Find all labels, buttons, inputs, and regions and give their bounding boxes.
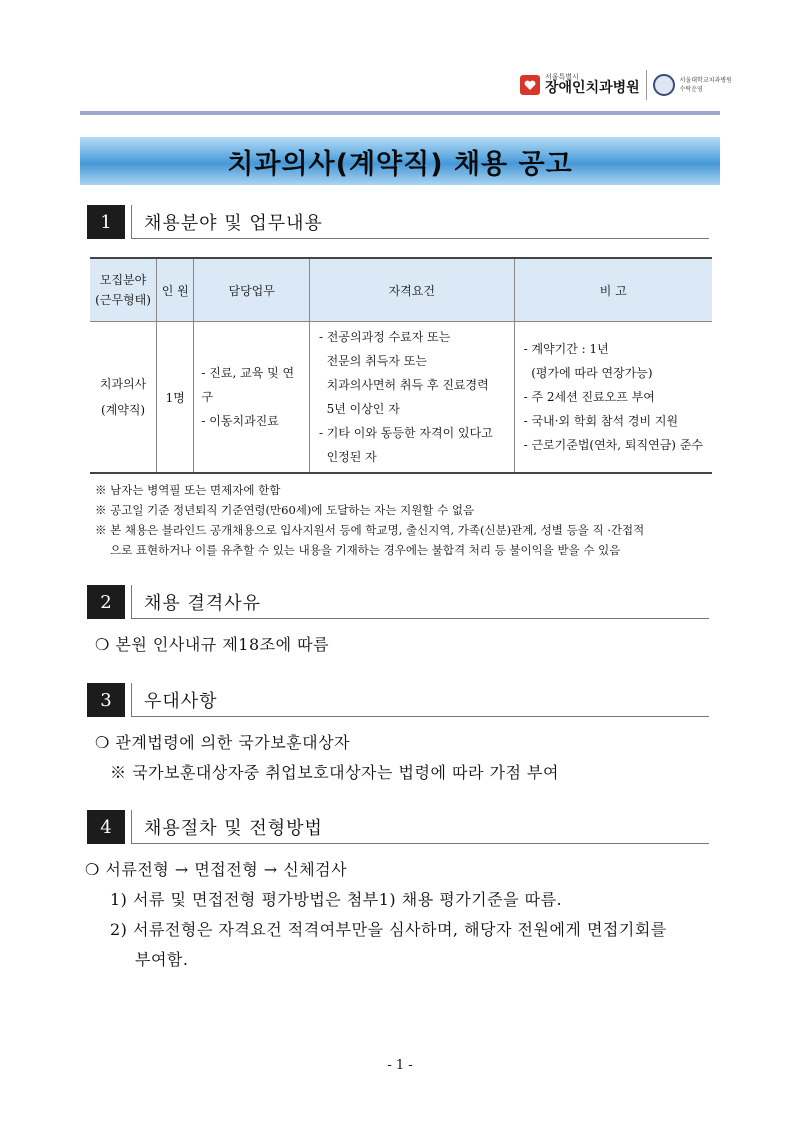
table-header-row [90,258,712,322]
cell-requirements: - 전공의과정 수료자 또는 전문의 취득자 또는 치과의사면허 취득 후 진료경력 5년 이상인 자 - 기타 이와 동등한 자격이 있다고 인정된 자 [309,322,514,474]
table-header-requirements: 자격요건 [309,258,514,322]
table-header-field: 모집분야 (근무형태) [90,258,157,322]
logo-small-text: 서울특별시 [545,72,579,81]
section-2-number: 2 [87,585,125,619]
section-3-text-2: ※ 국가보훈대상자중 취업보호대상자는 법령에 따라 가점 부여 [110,763,559,782]
section-3-title: 우대사항 [131,683,709,717]
logo-main-text: 장애인치과병원 [545,80,640,97]
section-4-text-1: ❍ 서류전형 → 면접전형 → 신체검사 [85,860,348,879]
header-rule [80,111,720,115]
cell-field: 치과의사 (계약직) [90,322,157,474]
section-4-text-2: 1) 서류 및 면접전형 평가방법은 첨부1) 채용 평가기준을 따름. [110,890,563,909]
note-3-continued: 으로 표현하거나 이를 유추할 수 있는 내용을 기재하는 경우에는 불합격 처리 등 불이익을 받을 수 있음 [110,543,621,557]
cell-duties: - 진료, 교육 및 연구 - 이동치과진료 [194,322,310,474]
section-4-number: 4 [87,810,125,844]
note-1: ※ 남자는 병역필 또는 면제자에 한함 [95,483,281,497]
section-3-number: 3 [87,683,125,717]
section-4-text-4: 부여함. [135,950,189,969]
table-header-duties: 담당업무 [194,258,310,322]
section-3-text-1: ❍ 관계법령에 의한 국가보훈대상자 [95,733,350,752]
logo-sub-text-2: 수탁운영 [679,86,703,93]
section-4-title: 채용절차 및 전형방법 [131,810,709,844]
recruitment-table [90,257,712,474]
table-header-count: 인 원 [157,258,194,322]
logo-divider [646,70,647,100]
cell-remarks: - 계약기간 : 1년 (평가에 따라 연장가능) - 주 2세션 진료오프 부여 - 국내·외 학회 참석 경비 지원 - 근로기준법(연차, 퇴직연금) 준수 [514,322,712,474]
table-row [90,322,712,474]
title-banner [80,137,720,185]
cell-count: 1명 [157,322,194,474]
section-2-text: ❍ 본원 인사내규 제18조에 따름 [95,635,330,654]
logo-sub-text-1: 서울대학교치과병원 [679,77,732,84]
table-header-remarks: 비 고 [514,258,712,322]
university-seal-icon [653,74,675,96]
section-4-text-3: 2) 서류전형은 자격요건 적격여부만을 심사하며, 해당자 전원에게 면접기회를 [110,920,667,939]
note-2: ※ 공고일 기준 정년퇴직 기준연령(만60세)에 도달하는 자는 지원할 수 없음 [95,503,475,517]
section-1-title: 채용분야 및 업무내용 [131,205,709,239]
page-number: - 1 - [387,1058,413,1073]
heart-logo-icon [520,75,540,95]
note-3: ※ 본 채용은 블라인드 공개채용으로 입사지원서 등에 학교명, 출신지역, 가족(신분)관계, 성별 등을 직 ·간접적 [95,523,645,537]
page-title: 치과의사(계약직) 채용 공고 [227,148,573,180]
section-2-title: 채용 결격사유 [131,585,709,619]
section-1-number: 1 [87,205,125,239]
hospital-logo [520,68,732,102]
